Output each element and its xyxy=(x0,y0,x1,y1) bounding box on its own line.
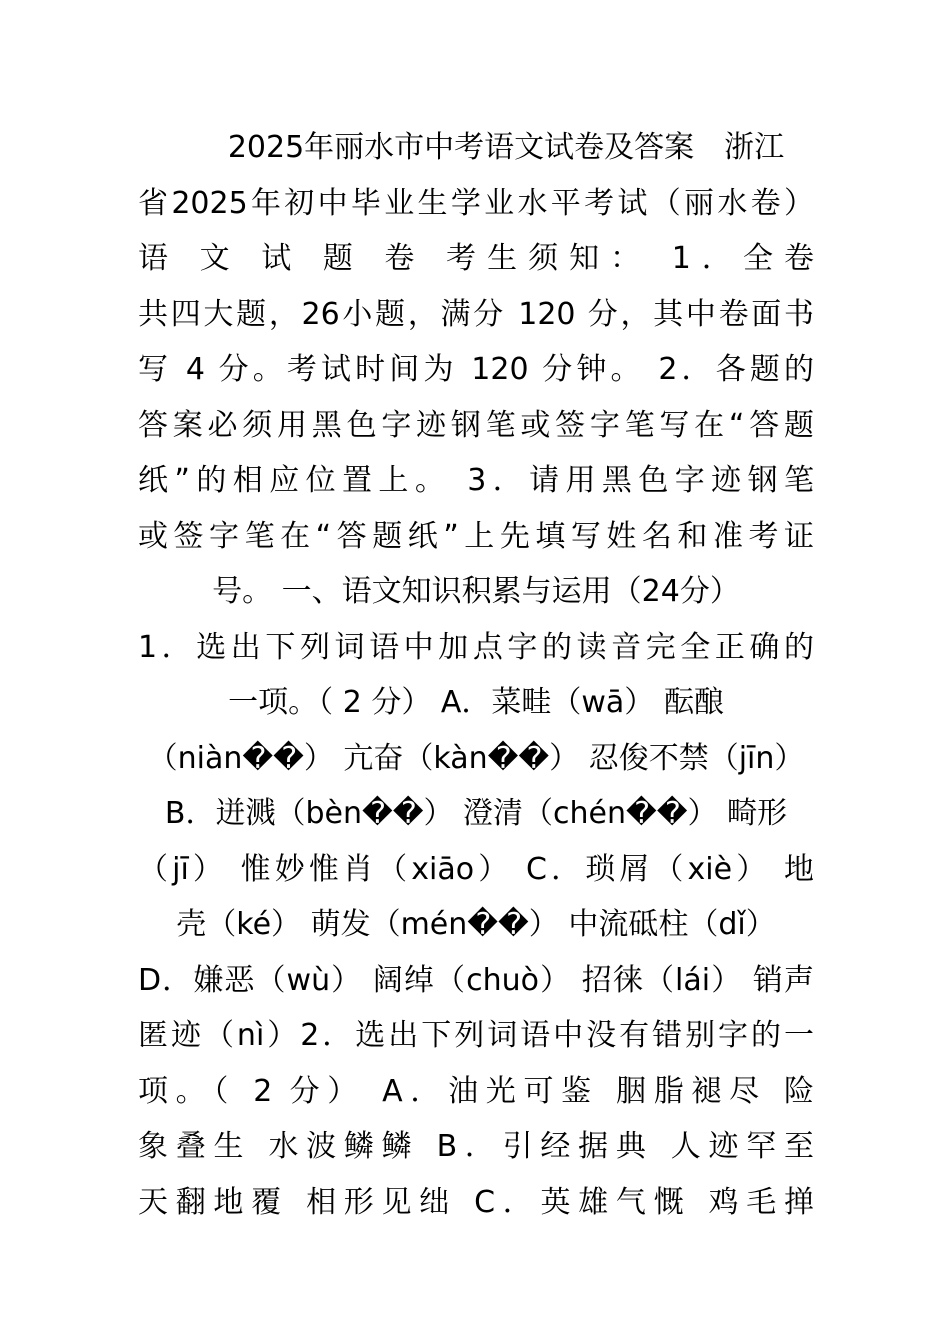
text-line: 一项。（ 2 分） A．菜畦（wā） 酝酿 xyxy=(228,685,724,720)
text-line: 或签字笔在“答题纸”上先填写姓名和准考证 xyxy=(138,518,814,554)
text-line: 省2025年初中毕业生学业水平考试（丽水卷） xyxy=(138,185,814,221)
text-line: 语 文 试 题 卷 考生须知： 1．全卷 xyxy=(138,241,814,276)
text-line: （jī） 惟妙惟肖（xiāo） C．琐屑（xiè） 地 xyxy=(138,851,814,887)
text-line: 项。（ 2 分） A．油光可鉴 胭脂褪尽 险 xyxy=(138,1073,814,1109)
text-line: 纸”的相应位置上。 3．请用黑色字迹钢笔 xyxy=(138,463,814,498)
document-text xyxy=(138,120,814,1230)
text-line: 1．选出下列词语中加点字的读音完全正确的 xyxy=(138,629,814,665)
text-line: 号。 一、语文知识积累与运用（24分） xyxy=(212,574,740,609)
text-line: （niàn��） 亢奋（kàn��） 忍俊不禁（jīn） xyxy=(147,740,805,776)
text-line: 天翻地覆 相形见绌 C．英雄气慨 鸡毛掸 xyxy=(138,1184,814,1220)
text-line: 2025年丽水市中考语文试卷及答案 浙江 xyxy=(227,130,785,165)
text-line: 壳（ké） 萌发（mén��） 中流砥柱（dǐ） xyxy=(176,907,776,942)
text-line: 象叠生 水波鳞鳞 B．引经据典 人迹罕至 xyxy=(138,1129,814,1164)
text-line: 共四大题，26小题，满分 120 分，其中卷面书 xyxy=(138,296,814,332)
text-line: 匿迹（nì）2．选出下列词语中没有错别字的一 xyxy=(138,1018,814,1053)
text-line: 写 4 分。考试时间为 120 分钟。 2．各题的 xyxy=(138,352,814,387)
text-line: 答案必须用黑色字迹钢笔或签字笔写在“答题 xyxy=(138,407,814,443)
text-line: B．迸溅（bèn��） 澄清（chén��） 畸形 xyxy=(164,796,788,831)
text-line: D．嫌恶（wù） 阔绰（chuò） 招徕（lái） 销声 xyxy=(138,962,814,998)
